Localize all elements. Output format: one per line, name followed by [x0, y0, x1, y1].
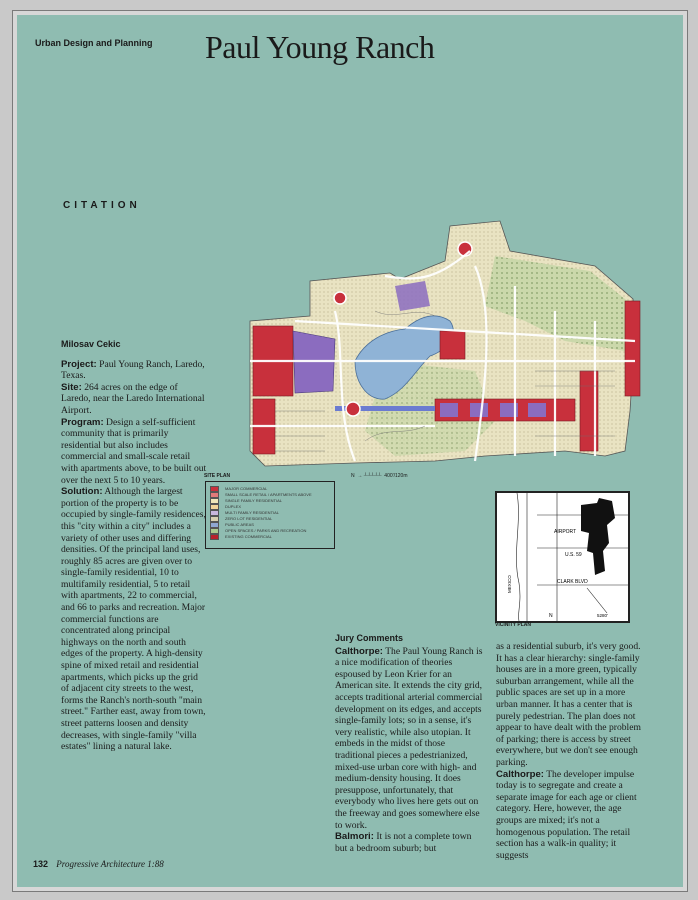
jury-column-1 — [335, 633, 485, 854]
author-name: Milosav Cekic — [61, 339, 121, 349]
calthorpe-comment-2: Calthorpe: The developer impulse today is to segregate and create a separate image for each age or client category. Here, however, the age groups are mixed; it's not a homogenous population. The retail section has a walk-in quality; it suggests — [496, 768, 637, 861]
program-paragraph: Program: Design a self-sufficient community that is primarily residential but also includes commercial and small-scale retail with apartments above, to be built out over the next 5 to 10 years. — [61, 416, 207, 486]
site-paragraph: Site: 264 acres on the edge of Laredo, near the Laredo International Airport. — [61, 381, 205, 416]
site-plan-label: SITE PLAN — [204, 473, 231, 479]
balmori-continued: as a residential suburb, it's very good. It has a clear hierarchy: single-family houses are in a more green, typically suburban arrangement, while all the public spaces are set up in a more urban manner. It has a center that is purely pedestrian. The plan does not appear to have dealt with the problem of parking; there is access by street everywhere, but we don't see enough parking. — [496, 641, 641, 768]
left-column — [61, 339, 207, 753]
magazine-page — [12, 10, 688, 892]
vicinity-scale: 5280' — [597, 613, 608, 618]
legend-swatch — [210, 534, 219, 540]
legend-item: SINGLE FAMILY RESIDENTIAL — [210, 498, 330, 504]
mexico-label: MEXICO — [507, 575, 512, 593]
scale-text: 400'/120m — [384, 473, 408, 479]
calthorpe-comment: Calthorpe: The Paul Young Ranch is a nice modification of theories espoused by Leon Krier for an American site. It extends the city grid, accepts traditional arterial commercial development on its edges, and accepts single-family lots; so in a sense, it's very realistic, while also utopian. It embeds in the midst of those traditional pieces a pedestrianized, mixed-use urban core with high- and medium-density housing. It does presuppose, unfortunately, that everybody who lives here gets out on the freeway and goes somewhere else to work. — [335, 645, 483, 831]
legend-item: MAJOR COMMERCIAL — [210, 486, 330, 492]
balmori-comment: Balmori: It is not a complete town but a bedroom suburb; but — [335, 831, 472, 854]
vicinity-plan-label: VICINITY PLAN — [495, 622, 532, 628]
airport-label: AIRPORT — [554, 529, 577, 535]
page-number: 132 — [33, 859, 49, 869]
section-heading: Urban Design and Planning — [35, 38, 153, 48]
clark-label: CLARK BLVD — [557, 579, 588, 585]
legend-item: MULTI FAMILY RESIDENTIAL — [210, 510, 330, 516]
legend-item: DUPLEX — [210, 504, 330, 510]
page-title: Paul Young Ranch — [205, 29, 435, 65]
jury-column-2 — [496, 641, 646, 861]
legend-item: EXISTING COMMERCIAL — [210, 534, 330, 540]
solution-paragraph: Solution: Although the largest portion of the property is to be occupied by single-family residences, this "city within a city" includes a variety of other uses and differing densities. Of the principal land uses, roughly 85 acres are given over to single-family residential, 10 to multifamily residential, 5 to retail with apartments, 22 to commercial, and 66 to parks and recreation. Major commercial functions are concentrated along principal highways on the north and south edges of the property. A high-density spine of mixed retail and residential apartments, which picks up the grid of adjacent city streets to the west, forms the Ranch's north-south "main street." Farther east, away from town, street patterns loosen and density decreases, with single-family "villa estates" lining a natural lake. — [61, 486, 206, 753]
vicinity-north: N — [549, 613, 553, 619]
jury-heading: Jury Comments — [335, 633, 404, 643]
page-footer — [33, 859, 164, 869]
citation-label: CITATION — [63, 200, 141, 211]
project-paragraph: Project: Paul Young Ranch, Laredo, Texas. — [61, 358, 205, 382]
legend-item: SMALL SCALE RETAIL / APARTMENTS ABOVE — [210, 492, 330, 498]
vicinity-plan — [495, 491, 630, 623]
site-plan-legend — [205, 481, 335, 549]
legend-item: PUBLIC AREAS — [210, 522, 330, 528]
site-plan-drawing — [235, 211, 655, 476]
scale-bar: N → ┴┴┴┴┴ 400'/120m — [351, 473, 408, 479]
legend-item: OPEN SPACES / PARKS AND RECREATION — [210, 528, 330, 534]
us59-label: U.S. 59 — [565, 552, 582, 558]
legend-item: ZERO LOT RESIDENTIAL — [210, 516, 330, 522]
publication-name: Progressive Architecture 1:88 — [56, 859, 164, 869]
north-arrow-icon: N — [351, 473, 355, 479]
